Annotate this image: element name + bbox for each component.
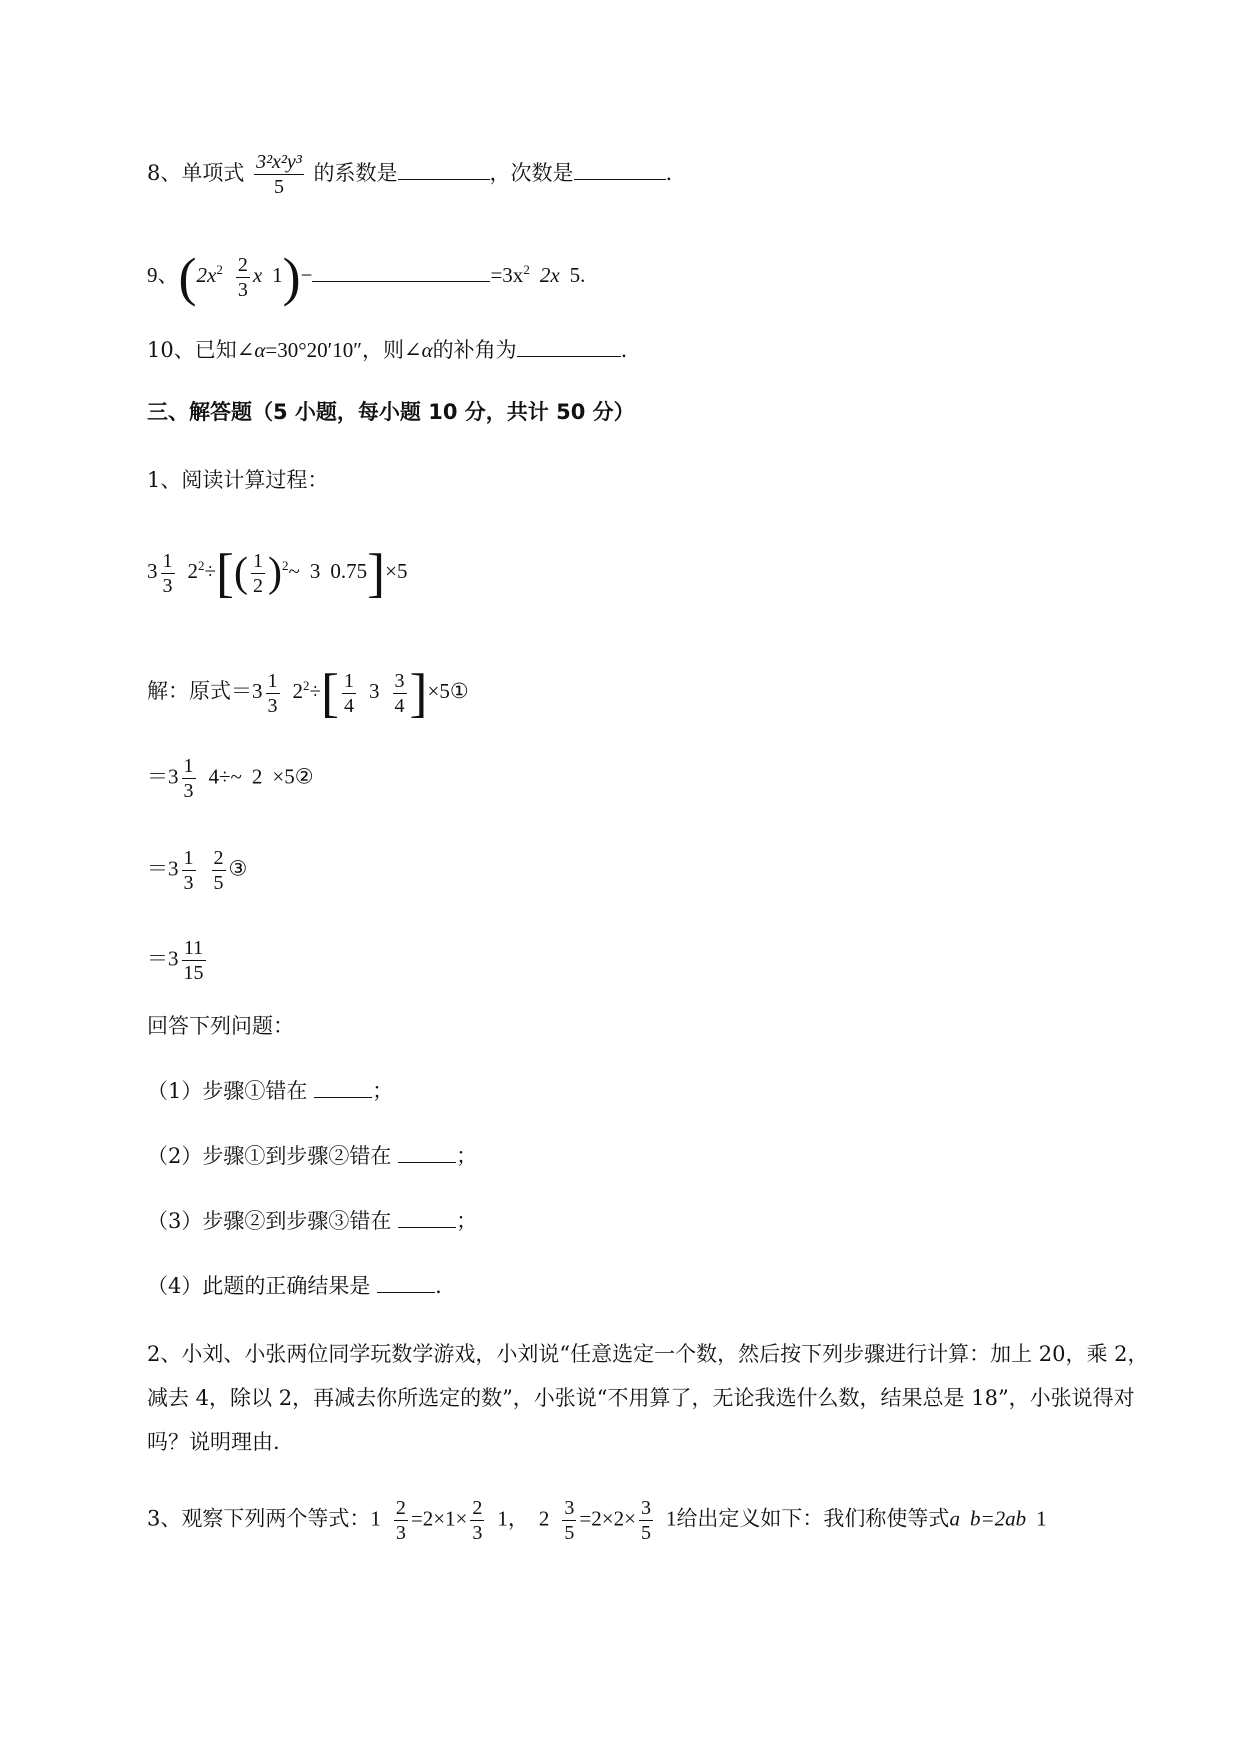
p1-s1-tail: ×5① [427,678,469,703]
q8-blank-degree[interactable] [574,161,666,180]
question-9 [147,247,586,307]
p1-s1-div: ÷ [309,678,322,703]
question-8 [147,150,672,199]
p1-s3-frac2-den: 5 [213,872,224,894]
p1-expr-half-exp: 2 [282,557,289,573]
p1-expr-half-num: 1 [253,549,264,572]
p1-s4-eq: ＝3 [147,946,179,971]
p3-frac-2-num: 3 [564,1497,575,1519]
p3-frac-2b-den: 5 [640,1522,651,1544]
p1-s2-tilde: ~ [230,764,242,789]
p1-s1-frac-b-den: 4 [394,694,405,717]
p1-expr-decimal: 0.75 [330,558,368,583]
p1-step-4 [147,936,209,985]
p1-s2-eq: ＝3 [147,764,179,789]
q10-mid: ，则∠ [361,338,422,362]
q9-minus: − [300,262,313,287]
p1-s3-frac [182,846,196,895]
p1-solution-label: 解：原式＝ [147,678,252,703]
p3-eq-1: =2×1× [410,1506,468,1531]
p1-item-1-text: （1）步骤①错在 [147,1079,308,1103]
p1-expr-div: ÷ [204,558,217,583]
q9-rhs-exp: 2 [523,261,530,277]
q9-term-a: 2x [196,262,217,287]
p3-frac-1-num: 2 [395,1497,406,1519]
p1-s1-pow: 2 [303,677,310,693]
q9-blank[interactable] [312,263,490,282]
p1-s3-frac2 [212,846,226,895]
p1-s3-frac2-num: 2 [213,847,224,869]
p1-s3-eq: ＝3 [147,856,179,881]
q9-x: x [252,262,263,287]
p1-s1-frac-a-den: 4 [344,694,355,717]
p1-s2-two: 2 [251,764,263,789]
p3-frac-1-den: 3 [395,1522,406,1544]
p1-s1-frac-b-num: 3 [394,669,405,692]
p1-item-1-blank[interactable] [314,1079,372,1098]
p1-s1-frac-a-num: 1 [344,669,355,692]
p1-item-3-blank[interactable] [398,1209,456,1228]
p1-item-2-text: （2）步骤①到步骤②错在 [147,1144,392,1168]
problem-2: 2、小刘、小张两位同学玩数学游戏，小刘说“任意选定一个数，然后按下列步骤进行计算：加上 20，乘 2，减去 4，除以 2，再减去你所选定的数”，小张说“不用算了，无论我选什么数，结果总是 18”，小张说得对吗？说明理由. [147,1342,1149,1454]
p3-eq-2: =2×2× [579,1506,636,1531]
q9-five: 5 [569,262,581,287]
q10-end: . [620,338,628,362]
question-10 [147,336,627,364]
q9-end: . [580,262,586,287]
p1-expr-frac [161,549,175,598]
p3-frac-1 [394,1496,408,1545]
q8-blank-coefficient[interactable] [398,161,490,180]
p1-expr-right-paren: ) [268,550,283,596]
p1-expr-three: 3 [309,558,321,583]
p3-frac-1b-num: 2 [472,1497,483,1519]
p1-expr-frac-num: 1 [162,549,173,572]
p1-s3-frac-num: 1 [183,847,194,869]
p1-s4-frac-num: 11 [182,936,206,961]
p1-expr-times5: ×5 [385,558,408,583]
p1-item-1 [147,1077,393,1105]
p1-expr-tilde: ~ [288,558,300,583]
p1-s1-frac-num: 1 [267,669,278,692]
p1-s2-frac-num: 1 [183,755,194,777]
q9-one: 1 [272,262,283,287]
p1-step-2 [147,754,314,803]
p1-expression: 3 $\frac{1}{3}$ $2^2\div$[( $\frac{1}{2}$ )$^2$~ 3 0.75]×5 [147,543,408,603]
section-3-heading: 三、解答题（5 小题，每小题 10 分，共计 50 分） [147,400,635,424]
p1-item-4-blank[interactable] [377,1274,435,1293]
q9-rhs: =3x [490,262,524,287]
p1-item-4-text: （4）此题的正确结果是 [147,1274,371,1298]
q8-coefficient-text: 的系数是 [313,161,398,185]
q10-blank[interactable] [517,338,621,357]
p1-expr-left-bracket: [ [216,543,235,603]
p1-s4-frac-den: 15 [183,962,204,984]
p3-one-3: 1 [1036,1506,1047,1531]
q10-alpha: α [254,338,266,362]
p1-expr-pow: 2 [198,557,205,573]
q9-exp: 2 [216,261,223,277]
q9-label: 9、 [147,262,179,287]
p1-item-4 [147,1272,442,1300]
p1-item-2 [147,1142,477,1170]
p3-frac-2-den: 5 [564,1522,575,1544]
q10-tail: 的补角为 [432,338,517,362]
p1-answer-intro: 回答下列问题： [147,1014,294,1038]
p1-s3-frac-den: 3 [183,872,194,894]
p1-s2-frac [182,754,196,803]
p1-s2-tail: ×5② [272,764,314,789]
q9-rhs-tail: 2x [539,262,560,287]
p1-s1-right-bracket: ] [409,663,428,723]
p3-one-1: 1， [497,1506,529,1531]
p1-s1-frac-den: 3 [267,694,278,717]
p1-step-3 [147,846,247,895]
q10-angle-value: =30°20′10″ [265,338,362,362]
p1-s3-tail: ③ [228,856,248,881]
q9-right-paren: ) [282,247,301,307]
q9-frac-den: 3 [237,278,248,301]
p3-var-b: b [969,1506,981,1531]
problem-3 [147,1496,1047,1545]
p3-frac-1b [470,1496,484,1545]
q10-label: 10、已知∠ [147,338,255,362]
p1-s1-frac-b [393,669,407,718]
p1-s4-frac [182,936,206,985]
p1-s2-frac-den: 3 [183,780,194,802]
q8-end: . [665,161,673,185]
p3-var-a: a [949,1506,960,1531]
p1-expr-left-paren: ( [234,550,249,596]
p3-frac-1b-den: 3 [472,1522,483,1544]
p1-s1-left-bracket: [ [321,663,340,723]
p1-s1-whole: 3 [252,678,263,703]
p1-item-1-end: ； [372,1079,394,1103]
p1-s1-three: 3 [369,678,380,703]
q9-fraction [236,253,250,302]
p1-item-3-text: （3）步骤②到步骤③错在 [147,1209,392,1233]
p1-item-2-blank[interactable] [398,1144,456,1163]
q8-denominator: 5 [273,176,284,198]
p1-s2-mid: 4÷ [208,764,231,789]
q8-numerator: 3²x²y³ [256,151,302,173]
p1-expr-half [251,549,265,598]
q8-monomial-fraction [254,150,304,199]
q9-frac-num: 2 [237,253,248,276]
p1-step-1: 解：原式＝3 $\frac{1}{3}$ $2^2\div$[ $\frac{1}{4}$ 3 $\frac{3}{4}$ ]×5① [147,663,469,723]
p1-item-4-end: . [435,1274,442,1298]
p1-expr-whole: 3 [147,558,158,583]
p1-item-2-end: ； [456,1144,478,1168]
p3-a2: 2 [538,1506,550,1531]
p3-label: 3、观察下列两个等式： [147,1506,371,1531]
p3-one-2: 1 [665,1506,677,1531]
p1-expr-half-den: 2 [253,574,264,597]
p3-frac-2b [639,1496,653,1545]
p1-s1-frac-a [342,669,356,718]
q8-label: 8、单项式 [147,161,245,185]
q9-left-paren: ( [178,247,197,307]
q8-degree-text: ，次数是 [489,161,574,185]
p1-intro: 1、阅读计算过程： [147,468,329,492]
p1-item-3-end: ； [456,1209,478,1233]
p1-expr-right-bracket: ] [367,543,386,603]
q10-alpha2: α [421,338,433,362]
p3-eq-3: =2ab [980,1506,1027,1531]
p1-expr-frac-den: 3 [162,574,173,597]
p3-tail: 给出定义如下：我们称使等式 [676,1506,950,1531]
p3-frac-2 [562,1496,576,1545]
p1-item-3 [147,1207,477,1235]
p3-frac-2b-num: 3 [640,1497,651,1519]
p3-a1: 1 [370,1506,381,1531]
p1-s1-frac [266,669,280,718]
